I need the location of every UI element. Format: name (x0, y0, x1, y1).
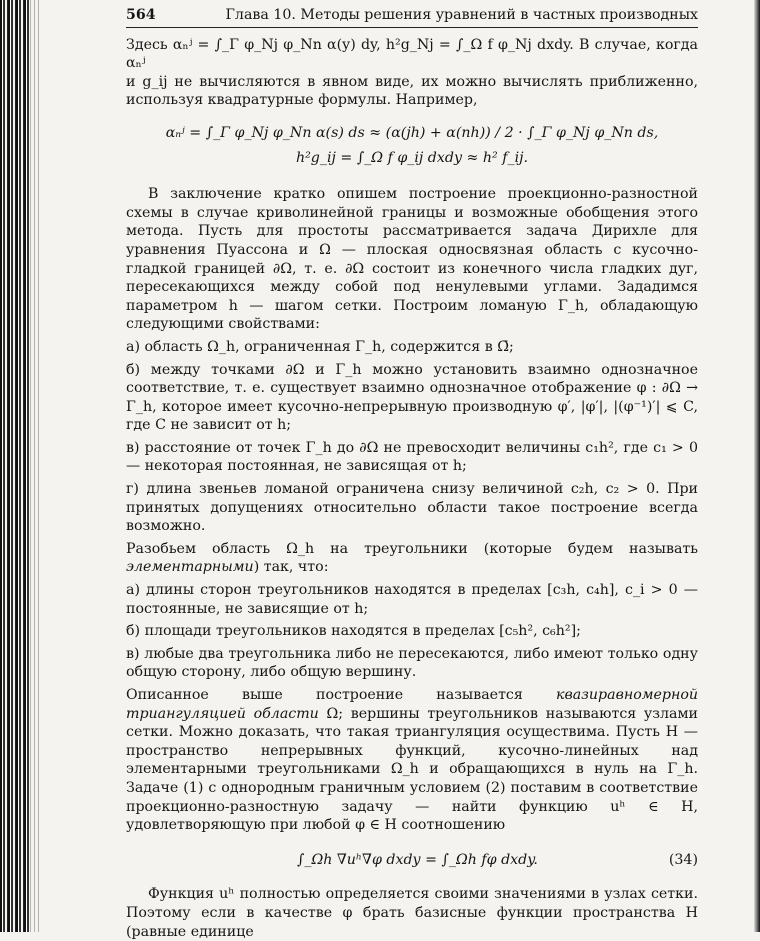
paragraph-intro-projection: В заключение кратко опишем построение проекционно-разностной схемы в случае криволинейной границы и возможные обобщения этого метода. Пусть для простоты рассматривается задача Дирихле для уравнения Пуассона и Ω — плоская односвязная область с кусочно-гладкой границей ∂Ω, т. е. ∂Ω состоит из конечного числа гладких дуг, пересекающихся между собой под ненулевыми углами. Зададимся параметром h — шагом сетки. Построим ломаную Γ_h, обладающую следующими свойствами: (126, 186, 698, 333)
formula-g: h²g_ij = ∫_Ω f φ_ij dxdy ≈ h² f_ij. (295, 149, 529, 166)
formula-alpha: αₙʲ = ∫_Γ φ_Nj φ_Nn α(s) ds ≈ (α(jh) + α(nh)) / 2 · ∫_Γ φ_Nj φ_Nn ds, (165, 124, 659, 141)
page-number: 564 (126, 7, 156, 23)
intro-line-2: и g_ij не вычисляются в явном виде, их можно вычислять приближенно, используя квадратурные формулы. Например, (126, 73, 698, 109)
property-a: а) область Ω_h, ограниченная Γ_h, содержится в Ω̄; (126, 338, 514, 355)
paragraph-final: Функция uʰ полностью определяется своими значениями в узлах сетки. Поэтому если в качестве φ брать базисные функции пространства H (равные единице (126, 886, 698, 940)
running-header (126, 6, 698, 28)
condition-a: а) длины сторон треугольников находятся в пределах [c₃h, c₄h], c_i > 0 — постоянные, не зависящие от h; (126, 582, 698, 617)
book-binding-shadow (30, 0, 42, 932)
paragraph-quasiuniform-post: Ω; вершины треугольников называются узлами сетки. Можно доказать, что такая триангуляция осуществима. Пусть H — пространство непрерывных функций, кусочно-линейных над элементарными треугольниками Ω_h и обращающихся в нуль на Γ_h. Задаче (1) с однородным граничным условием (2) поставим в соответствие проекционно-разностную задачу — найти функцию uʰ ∈ H, удовлетворяющую при любой φ ∈ H соотношению (126, 705, 698, 834)
paragraph-triangulation-pre: Разобьем область Ω_h на треугольники (которые будем называть (126, 540, 698, 557)
book-page (126, 6, 698, 941)
paragraph-triangulation-post: ) так, что: (253, 559, 329, 576)
equation-number: (34) (668, 851, 698, 868)
property-g: г) длина звеньев ломаной ограничена снизу величиной c₂h, c₂ > 0. При принятых допущениях относительно области такое построение всегда возможно. (126, 481, 698, 535)
equation-34-body: ∫_Ωh ∇uʰ∇φ dxdy = ∫_Ωh fφ dxdy. (296, 851, 538, 868)
term-quasiuniform-triangulation: квазиравномерной триангуляцией области (126, 687, 698, 722)
paragraph-triangulation (126, 540, 698, 577)
property-b: б) между точками ∂Ω и Γ_h можно установить взаимно однозначное соответствие, т. е. существует взаимно однозначное отображение φ : ∂Ω → Γ_h, которое имеет кусочно-непрерывную производную φ′, |φ′|, |(φ⁻¹)′| ⩽ C, где C не зависит от h; (126, 361, 698, 434)
intro-line-1: Здесь αₙʲ = ∫_Γ φ_Nj φ_Nn α(y) dy, h²g_Nj = ∫_Ω f φ_Nj dxdy. В случае, когда αₙʲ (126, 36, 698, 72)
condition-v: в) любые два треугольника либо не пересекаются, либо имеют только одну общую сторону, либо общую вершину. (126, 645, 698, 681)
paragraph-quasiuniform (126, 686, 698, 835)
equation-34 (126, 851, 698, 870)
term-elementary: элементарными (126, 559, 254, 576)
condition-b: б) площади треугольников находятся в пределах [c₅h², c₆h²]; (126, 623, 581, 640)
property-v: в) расстояние от точек Γ_h до ∂Ω не превосходит величины c₁h², где c₁ > 0 — некоторая постоянная, не зависящая от h; (126, 439, 698, 475)
paragraph-quasiuniform-pre: Описанное выше построение называется (126, 687, 556, 703)
running-title: Глава 10. Методы решения уравнений в частных производных (225, 7, 698, 23)
book-binding-scan-edge (0, 0, 30, 932)
page-edge-shadow (754, 0, 760, 932)
